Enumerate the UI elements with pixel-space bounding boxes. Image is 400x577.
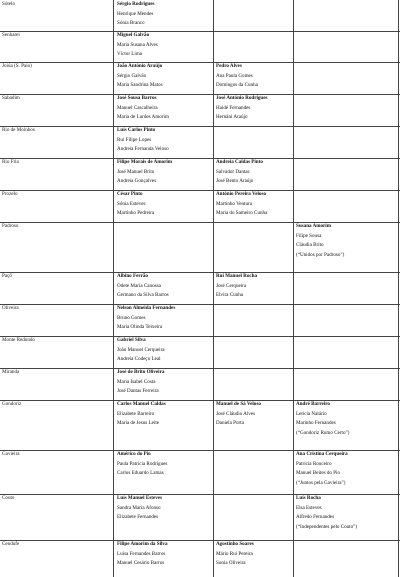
candidate-head: Susana Amorim [296, 223, 331, 229]
candidate-name: Martinho Ventura [216, 200, 252, 207]
parish-name: Senharei [2, 32, 20, 38]
parish-name: Gondoriz [2, 401, 22, 407]
candidate-name: Andreia Codeço Leal [117, 356, 161, 362]
parish-name: Padroso [2, 223, 19, 229]
candidate-head: Filipe Amorim da Silva [117, 541, 168, 547]
candidate-name: Sandra Maria Afonso [117, 504, 161, 511]
column-divider [113, 0, 114, 577]
candidate-name: Andreia Fernanda Veloso [117, 146, 169, 152]
candidate-head: José de Brito Oliveira [117, 369, 165, 375]
parish-name: Prozelo [2, 191, 18, 197]
candidate-head: José Sousa Barros [117, 95, 157, 101]
list-name: (“Gondoriz Rumo Certo”) [296, 429, 350, 436]
row-divider [0, 336, 400, 337]
candidate-name: Salvador Dantas [216, 168, 250, 175]
parish-name: Miranda [2, 369, 20, 375]
candidate-head: Agostinho Soares [216, 541, 254, 547]
candidate-name: José Dantas Ferreira [117, 388, 159, 394]
column-divider [293, 0, 294, 577]
row-divider [0, 31, 400, 32]
row-divider [0, 400, 400, 401]
list-name: (“Unidos por Padroso”) [296, 251, 345, 258]
candidate-head: Gabriel Silva [117, 337, 146, 343]
candidate-name: Bruno Gomes [117, 314, 146, 321]
candidate-name: José Manuel Brito [117, 168, 155, 175]
candidate-head: Andreia Caldas Pinto [216, 159, 263, 165]
candidate-name: José Cláudio Alves [216, 410, 256, 417]
row-divider [0, 222, 400, 223]
candidate-head: Luís Rocha [296, 495, 321, 501]
candidate-head: Américo do Pio [117, 451, 151, 457]
row-divider [0, 368, 400, 369]
candidate-head: Luís Manuel Esteves [117, 495, 162, 501]
candidate-name: Patrícia Rouceiro [296, 460, 332, 467]
row-divider [0, 94, 400, 95]
parish-name: Oliveira [2, 305, 19, 311]
candidate-head: João António Araújo [117, 63, 163, 69]
candidate-head: Pedro Alves [216, 63, 242, 69]
candidate-name: Sónia Esteves [117, 200, 146, 207]
candidate-name: Carlos Eduardo Lamas [117, 470, 164, 476]
candidate-name: Elizabete Barreiro [117, 410, 155, 417]
candidate-name: Mário Rui Pereira [216, 550, 253, 557]
candidate-name: Sónia Branco [117, 20, 145, 26]
row-divider [0, 272, 400, 273]
parish-name: Rio de Moinhos [2, 127, 35, 133]
candidate-head: Ana Cristina Cerqueira [296, 451, 348, 457]
candidate-head: Miguel Galvão [117, 32, 150, 38]
column-divider [213, 0, 214, 577]
candidate-name: Domingos da Cunha [216, 82, 258, 88]
row-divider [0, 126, 400, 127]
candidate-head: César Pinto [117, 191, 143, 197]
parish-name: Cendufe [2, 541, 20, 547]
candidate-name: Luísa Fernandes Barros [117, 550, 166, 557]
candidate-head: Albino Ferrão [117, 273, 148, 279]
candidate-name: Maria Olinda Teixeira [117, 324, 163, 330]
candidate-head: José António Rodrigues [216, 95, 268, 101]
parish-name: Gavieira [2, 451, 20, 457]
parish-name: Sótelo [2, 1, 16, 7]
candidate-name: Manuel Cascalheira [117, 104, 158, 111]
candidate-name: Ana Paula Gomes [216, 72, 253, 79]
parish-name: Joiúa (S. Paio) [2, 63, 32, 69]
candidate-head: Sérgio Rodrigues [117, 1, 155, 7]
candidate-name: Manuel Beites do Pio [296, 470, 341, 476]
candidate-name: Elvira Cunha [216, 292, 244, 298]
candidate-name: José Cerqueira [216, 282, 247, 289]
candidate-name: Maria de Lurdes Amorim [117, 114, 169, 120]
candidate-head: Filipe Morais de Amorim [117, 159, 173, 165]
candidate-head: Manuel de Sá Veloso [216, 401, 261, 407]
row-divider [0, 190, 400, 191]
row-divider [0, 62, 400, 63]
candidate-name: Maria de Jesus Leite [117, 420, 160, 426]
parish-name: Rio Frio [2, 159, 20, 165]
candidate-name: Víctor Lima [117, 51, 143, 57]
candidate-name: Maria do Sameiro Cunha [216, 210, 268, 216]
candidate-head: António Pereira Veloso [216, 191, 266, 197]
column-divider [398, 0, 399, 577]
row-divider [0, 540, 400, 541]
candidate-name: Paula Patrícia Rodrigues [117, 460, 168, 467]
candidate-head: Carlos Manuel Caldas [117, 401, 166, 407]
candidate-name: Sonia Oliveira [216, 560, 246, 566]
candidate-name: Sérgio Galvão [117, 72, 147, 79]
candidate-name: Letícia Natário [296, 410, 327, 417]
parish-name: Paçô [2, 273, 12, 279]
candidate-name: José Bento Araújo [216, 178, 254, 184]
candidate-name: Filipe Sousa [296, 232, 322, 239]
list-name: (“Juntos pela Gavieira”) [296, 479, 346, 486]
candidate-name: Elizabete Fernandes [117, 514, 159, 520]
candidate-name: Elsa Esteves [296, 504, 322, 511]
parish-name: Couto [2, 495, 15, 501]
candidate-name: Odete Maria Canossa [117, 282, 161, 289]
candidate-name: Hernâni Araújo [216, 114, 248, 120]
candidate-name: Haidé Fernandes [216, 104, 251, 111]
candidate-name: Henrique Mendes [117, 10, 154, 17]
row-divider [0, 304, 400, 305]
list-name: (“Independentes pelo Couto”) [296, 523, 358, 530]
row-divider [0, 494, 400, 495]
candidate-name: Andreia Gonçalves [117, 178, 157, 184]
candidate-name: Germano da Silva Barros [117, 292, 169, 298]
row-divider [0, 158, 400, 159]
candidate-head: Rui Manuel Rocha [216, 273, 258, 279]
candidate-name: Maria Sandrina Matos [117, 82, 163, 88]
candidate-head: Luís Carlos Pinto [117, 127, 156, 133]
candidate-name: João Manuel Cerqueira [117, 346, 165, 353]
candidate-name: Daniela Porta [216, 420, 244, 426]
candidate-name: Martinho Pedreira [117, 210, 155, 216]
parish-name: Monte Redondo [2, 337, 35, 343]
candidate-name: Marinho Fernandes [296, 420, 336, 426]
candidate-name: Maria Susana Alves [117, 41, 158, 48]
parish-name: Sabadim [2, 95, 20, 101]
candidate-name: Alfredo Fernandes [296, 514, 335, 520]
candidate-name: Rui Filipe Lopes [117, 136, 152, 143]
candidate-head: André Barreiro [296, 401, 330, 407]
candidate-name: Manuel Cesário Barros [117, 560, 165, 566]
candidate-head: Nelson Almeida Fernandes [117, 305, 176, 311]
candidate-name: Maria Isabel Costa [117, 378, 156, 385]
candidate-name: Cláudia Brito [296, 242, 324, 248]
